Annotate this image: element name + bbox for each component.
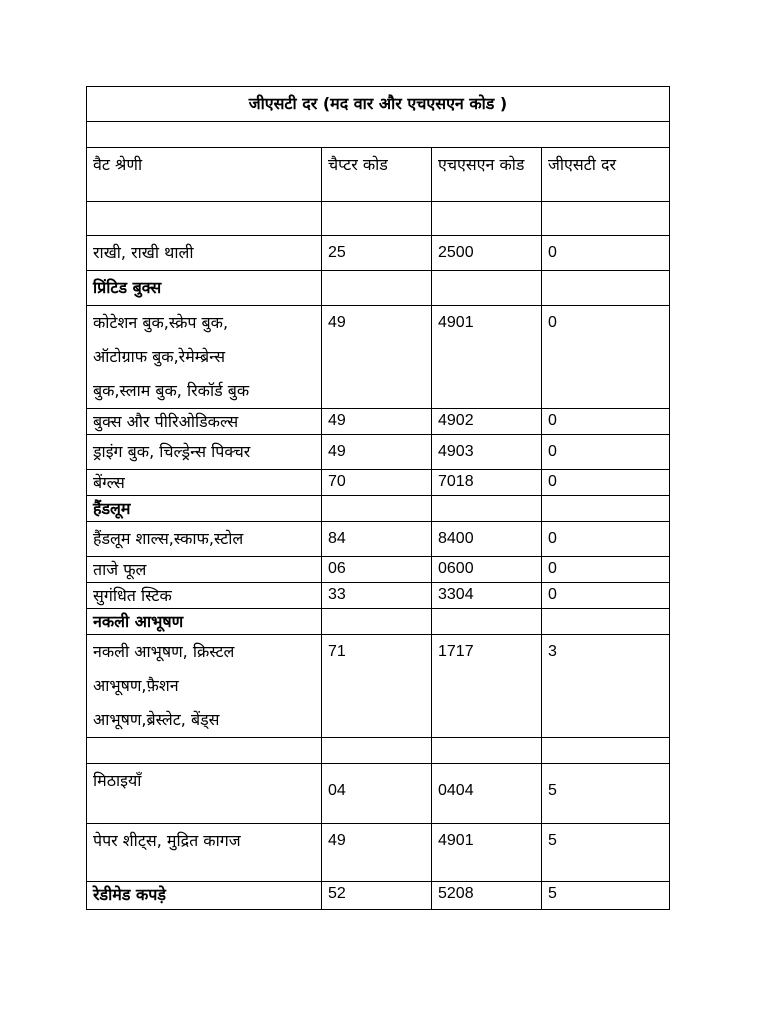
table-row <box>87 435 670 470</box>
empty-cell <box>322 738 432 764</box>
chapter-cell: 33 <box>322 583 432 609</box>
section-label: प्रिंटिड बुक्स <box>87 271 322 306</box>
empty-cell <box>542 609 670 635</box>
table-row <box>87 635 670 738</box>
item-line: आभूषण,ब्रेस्लेट, बेंड्स <box>93 710 220 729</box>
hsn-cell: 4901 <box>432 824 542 882</box>
item-cell: बेंग्ल्स <box>87 470 322 496</box>
hsn-cell: 0600 <box>432 557 542 583</box>
empty-cell <box>542 738 670 764</box>
hsn-cell: 5208 <box>432 882 542 910</box>
spacer-row <box>87 122 670 148</box>
rate-cell: 0 <box>542 583 670 609</box>
item-cell <box>87 306 322 409</box>
chapter-cell: 49 <box>322 435 432 470</box>
empty-cell <box>432 202 542 236</box>
section-row <box>87 609 670 635</box>
empty-row <box>87 738 670 764</box>
table-row <box>87 522 670 557</box>
hsn-cell: 1717 <box>432 635 542 738</box>
empty-cell <box>87 738 322 764</box>
rate-cell: 5 <box>542 824 670 882</box>
hsn-cell: 7018 <box>432 470 542 496</box>
rate-cell: 0 <box>542 470 670 496</box>
hsn-cell: 4903 <box>432 435 542 470</box>
header-row <box>87 148 670 202</box>
hsn-cell: 8400 <box>432 522 542 557</box>
item-cell: रेडीमेड कपड़े <box>87 882 322 910</box>
title-row <box>87 87 670 122</box>
header-hsn-code: एचएसएन कोड <box>432 148 542 202</box>
item-line: आभूषण,फ़ैशन <box>93 676 179 695</box>
empty-cell <box>322 609 432 635</box>
item-cell <box>87 635 322 738</box>
empty-cell <box>432 738 542 764</box>
empty-cell <box>542 496 670 522</box>
chapter-cell: 84 <box>322 522 432 557</box>
chapter-cell: 49 <box>322 824 432 882</box>
header-chapter-code: चैप्टर कोड <box>322 148 432 202</box>
empty-cell <box>322 271 432 306</box>
section-row <box>87 496 670 522</box>
chapter-cell: 49 <box>322 409 432 435</box>
empty-cell <box>322 202 432 236</box>
empty-cell <box>87 202 322 236</box>
spacer-cell <box>87 122 670 148</box>
item-cell: हैंडलूम शाल्स,स्काफ,स्टोल <box>87 522 322 557</box>
table-row <box>87 236 670 271</box>
item-line: ऑटोग्राफ बुक,रेमेम्ब्रेन्स <box>93 347 226 366</box>
item-cell: ड्राइंग बुक, चिल्ड्रेन्स पिक्चर <box>87 435 322 470</box>
rate-cell: 0 <box>542 435 670 470</box>
chapter-cell: 71 <box>322 635 432 738</box>
empty-cell <box>542 271 670 306</box>
section-row <box>87 271 670 306</box>
item-cell: मिठाइयाँ <box>87 764 322 824</box>
table-row <box>87 409 670 435</box>
header-gst-rate: जीएसटी दर <box>542 148 670 202</box>
rate-cell: 0 <box>542 236 670 271</box>
empty-cell <box>542 202 670 236</box>
item-line: कोटेशन बुक,स्क्रेप बुक, <box>93 313 229 332</box>
rate-cell: 5 <box>542 882 670 910</box>
section-label: हैंडलूम <box>87 496 322 522</box>
header-category: वैट श्रेणी <box>87 148 322 202</box>
rate-cell: 5 <box>542 764 670 824</box>
empty-cell <box>432 496 542 522</box>
table-row <box>87 882 670 910</box>
table-row <box>87 824 670 882</box>
empty-cell <box>432 271 542 306</box>
chapter-cell: 04 <box>322 764 432 824</box>
item-cell: सुगंधित स्टिक <box>87 583 322 609</box>
hsn-cell: 2500 <box>432 236 542 271</box>
item-cell: ताजे फूल <box>87 557 322 583</box>
table-row <box>87 470 670 496</box>
hsn-cell: 3304 <box>432 583 542 609</box>
rate-cell: 0 <box>542 557 670 583</box>
chapter-cell: 52 <box>322 882 432 910</box>
table-row <box>87 764 670 824</box>
rate-cell: 0 <box>542 306 670 409</box>
section-label: नकली आभूषण <box>87 609 322 635</box>
rate-cell: 3 <box>542 635 670 738</box>
item-line: बुक,स्लाम बुक, रिकॉर्ड बुक <box>93 381 250 400</box>
item-line: नकली आभूषण, क्रिस्टल <box>93 642 235 661</box>
item-cell: पेपर शीट्स, मुद्रित कागज <box>87 824 322 882</box>
rate-cell: 0 <box>542 522 670 557</box>
gst-rate-table <box>86 86 670 910</box>
item-cell: राखी, राखी थाली <box>87 236 322 271</box>
empty-cell <box>322 496 432 522</box>
rate-cell: 0 <box>542 409 670 435</box>
hsn-cell: 4902 <box>432 409 542 435</box>
chapter-cell: 06 <box>322 557 432 583</box>
chapter-cell: 25 <box>322 236 432 271</box>
empty-row <box>87 202 670 236</box>
empty-cell <box>432 609 542 635</box>
table-title: जीएसटी दर (मद वार और एचएसएन कोड ) <box>87 87 670 122</box>
chapter-cell: 49 <box>322 306 432 409</box>
table-row <box>87 557 670 583</box>
table-row <box>87 583 670 609</box>
table-row <box>87 306 670 409</box>
hsn-cell: 4901 <box>432 306 542 409</box>
chapter-cell: 70 <box>322 470 432 496</box>
hsn-cell: 0404 <box>432 764 542 824</box>
item-cell: बुक्स और पीरिओडिकल्स <box>87 409 322 435</box>
